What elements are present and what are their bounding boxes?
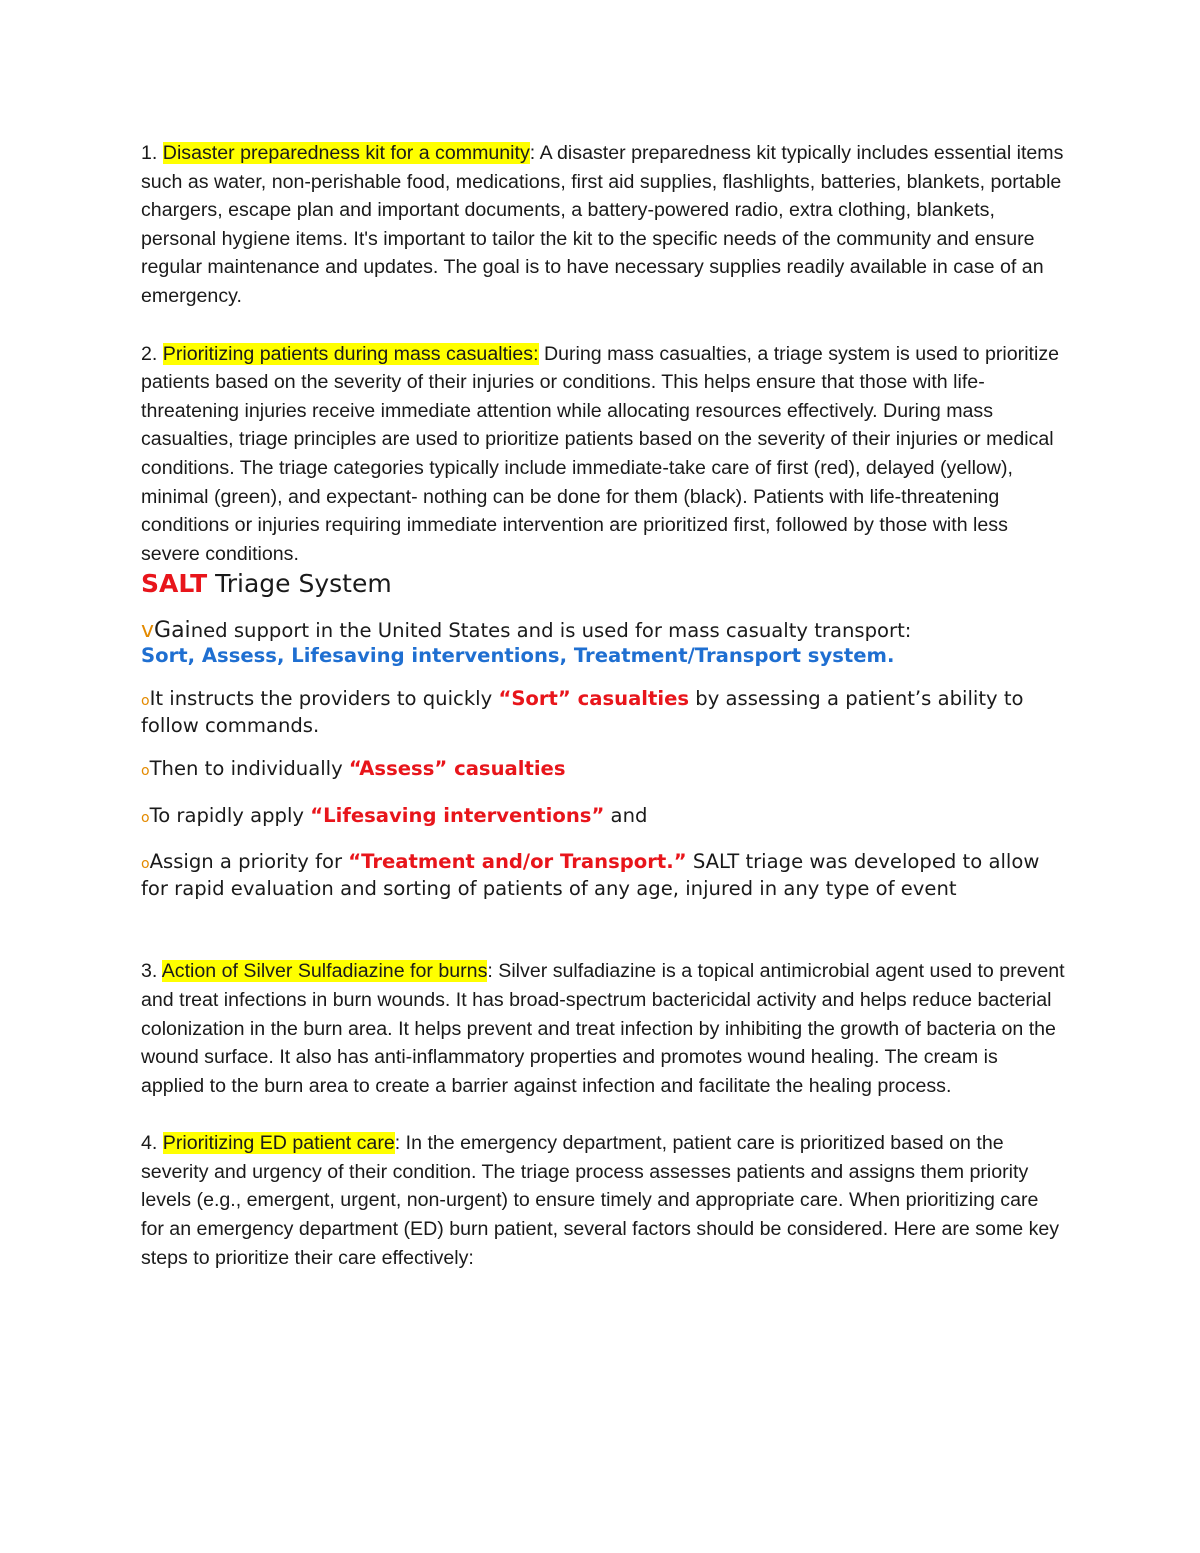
section-4-body: : In the emergency department, patient care is prioritized based on the severity and urgency of their condition. The triage process assesses patients and assigns them priority levels (e.g., emergent, urgent, non-urgent) to ensure timely and appropriate care. When prioritizing care for an emergency department (ED) burn patient, several factors should be considered. Here are some key steps to prioritize their care effectively: — [141, 1132, 1060, 1269]
section-2 — [141, 340, 1066, 569]
section-2-body: During mass casualties, a triage system is used to prioritize patients based on the severity of their injuries or conditions. This helps ensure that those with life-threatening injuries receive immediate attention while allocating resources effectively. During mass casualties, triage principles are used to prioritize patients based on the severity of their injuries or medical conditions. The triage categories typically include immediate-take care of first (red), delayed (yellow), minimal (green), and expectant- nothing can be done for them (black). Patients with life-threatening conditions or injuries requiring immediate intervention are prioritized first, followed by those with less severe conditions. — [141, 342, 1060, 565]
salt-intro — [141, 619, 1066, 668]
salt-item-text: Then to individually — [149, 757, 349, 781]
salt-item-text: To rapidly apply — [149, 803, 311, 827]
salt-intro-acronym-expansion: Sort, Assess, Lifesaving interventions, Treatment/Transport system. — [141, 643, 895, 667]
salt-item-treatment — [141, 850, 1066, 901]
salt-acronym: SALT — [141, 569, 208, 599]
section-2-heading: Prioritizing patients during mass casualties: — [162, 342, 539, 365]
section-4-number: 4. — [141, 1132, 163, 1155]
section-1-body: : A disaster preparedness kit typically includes essential items such as water, non-perishable food, medications, first aid supplies, flashlights, batteries, blankets, portable chargers, escape plan and important documents, a battery-powered radio, extra clothing, blankets, personal hygiene items. It's important to tailor the kit to the specific needs of the community and ensure regular maintenance and updates. The goal is to have necessary supplies readily available in case of an emergency. — [141, 142, 1064, 307]
salt-item-text: It instructs the providers to quickly — [149, 687, 499, 711]
salt-item-emphasis: “Assess” casualties — [348, 757, 566, 781]
bullet-marker: o — [141, 809, 150, 826]
salt-intro-gai: Gai — [154, 618, 191, 644]
salt-item-text: Assign a priority for — [149, 850, 349, 874]
salt-title — [141, 569, 1066, 599]
section-2-number: 2. — [141, 342, 163, 365]
section-4-heading: Prioritizing ED patient care — [162, 1132, 395, 1155]
bullet-marker: o — [141, 693, 150, 710]
salt-item-emphasis: “Lifesaving interventions” — [310, 803, 605, 827]
salt-item-text: SALT triage was developed to allow for rapid evaluation and sorting of patients of any age, injured in any type of event — [141, 850, 1040, 900]
salt-title-rest: Triage System — [207, 569, 392, 599]
salt-item-emphasis: “Sort” casualties — [498, 687, 690, 711]
section-3-body: : Silver sulfadiazine is a topical antimicrobial agent used to prevent and treat infections in burn wounds. It has broad-spectrum bactericidal activity and helps reduce bacterial colonization in the burn area. It helps prevent and treat infection by inhibiting the growth of bacteria on the wound surface. It also has anti-inflammatory properties and promotes wound healing. The cream is applied to the burn area to create a barrier against infection and facilitate the healing process. — [141, 960, 1065, 1097]
document-page — [141, 139, 1066, 1272]
section-4 — [141, 1129, 1066, 1272]
salt-item-text: and — [604, 803, 648, 827]
salt-intro-v: v — [141, 618, 155, 644]
salt-intro-text: ned support in the United States and is used for mass casualty transport: — [190, 619, 912, 643]
section-1-heading: Disaster preparedness kit for a community — [162, 142, 530, 164]
salt-item-sort — [141, 687, 1066, 738]
section-3-number: 3. — [141, 960, 162, 983]
bullet-marker: o — [141, 856, 150, 873]
section-3 — [141, 957, 1066, 1100]
salt-item-text: by assessing a patient’s ability to follow commands. — [141, 687, 1024, 737]
section-1-number: 1. — [141, 142, 163, 164]
section-3-heading: Action of Silver Sulfadiazine for burns — [161, 960, 488, 983]
salt-item-emphasis: “Treatment and/or Transport.” — [348, 850, 687, 874]
section-1 — [141, 139, 1066, 311]
salt-item-assess — [141, 757, 1066, 784]
salt-item-lifesaving — [141, 804, 1066, 831]
bullet-marker: o — [141, 763, 150, 780]
